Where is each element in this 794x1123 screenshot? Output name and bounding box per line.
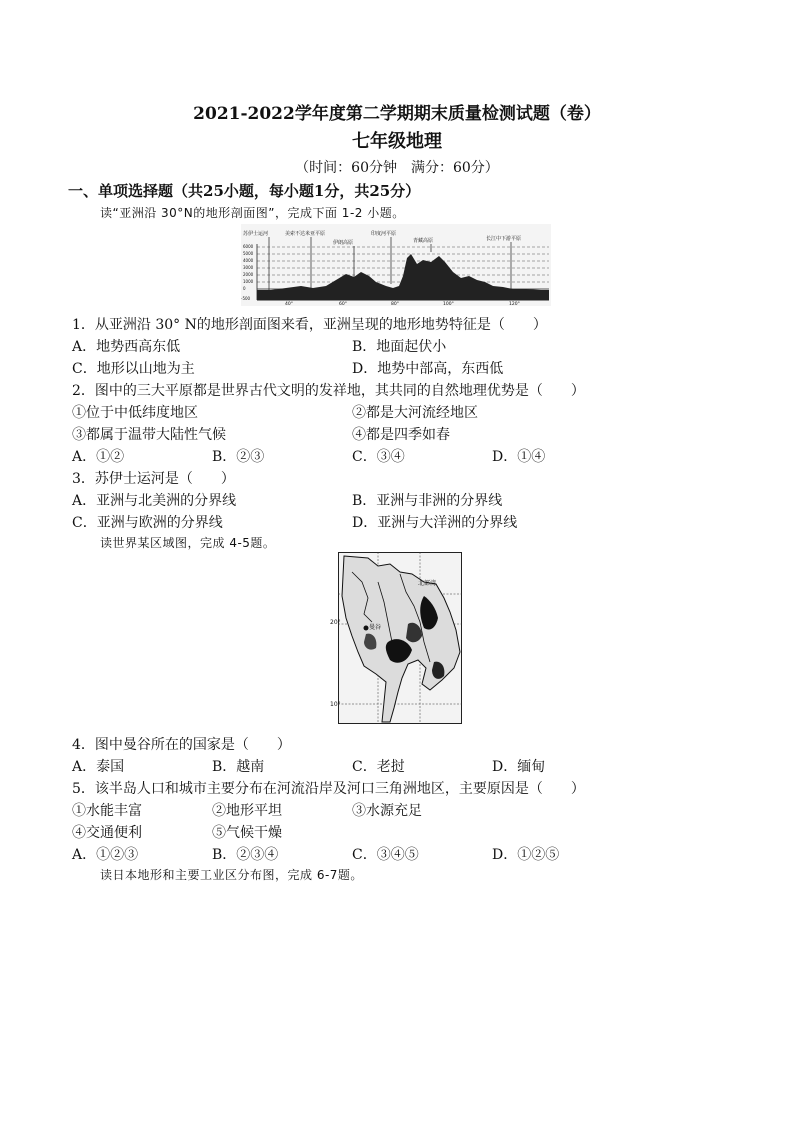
question-5-statement-2: ②地形平坦 <box>212 803 282 819</box>
exam-title: 2021-2022学年度第二学期期末质量检测试题（卷） <box>193 104 601 124</box>
question-2-statement-2: ②都是大河流经地区 <box>352 405 478 421</box>
question-4-option-a: A．泰国 <box>72 759 125 775</box>
question-5-statement-1: ①水能丰富 <box>72 803 142 819</box>
question-5-option-c: C．③④⑤ <box>352 847 419 863</box>
section-title: 一、单项选择题（共25小题，每小题1分，共25分） <box>68 182 421 200</box>
question-2-statement-3: ③都属于温带大陆性气候 <box>72 427 226 443</box>
profile-label: 印度河平原 <box>371 231 397 237</box>
question-3-option-b: B．亚洲与非洲的分界线 <box>352 493 503 509</box>
question-5-option-d: D．①②⑤ <box>492 847 560 863</box>
question-2-option-a: A．①② <box>72 449 125 465</box>
question-1-option-d: D．地势中部高，东西低 <box>352 361 504 377</box>
profile-label: 长江中下游平原 <box>486 236 522 242</box>
question-4-option-b: B．越南 <box>212 759 265 775</box>
instruction-1-2: 读“亚洲沿 30°N的地形剖面图”，完成下面 1-2 小题。 <box>100 206 405 220</box>
question-2-statement-4: ④都是四季如春 <box>352 427 450 443</box>
elevation-label: 5000 <box>243 251 254 256</box>
latitude-label-top: 20° <box>330 619 341 626</box>
question-5-statement-4: ④交通便利 <box>72 825 142 841</box>
question-2-statement-1: ①位于中低纬度地区 <box>72 405 198 421</box>
question-4-option-c: C．老挝 <box>352 759 405 775</box>
exam-info: （时间：60分钟 满分：60分） <box>295 160 499 176</box>
elevation-label: 4000 <box>243 258 254 263</box>
question-1-option-b: B．地面起伏小 <box>352 339 447 355</box>
elevation-label: 6000 <box>243 244 254 249</box>
profile-label: 青藏高原 <box>413 238 434 244</box>
question-4-option-d: D．缅甸 <box>492 759 546 775</box>
question-3-option-d: D．亚洲与大洋洲的分界线 <box>352 515 518 531</box>
question-2-option-d: D．①④ <box>492 449 546 465</box>
instruction-6-7: 读日本地形和主要工业区分布图，完成 6-7题。 <box>100 868 363 882</box>
profile-label: 美索不达米亚平原 <box>285 231 326 237</box>
elevation-label: 3000 <box>243 265 254 270</box>
question-2-option-c: C．③④ <box>352 449 405 465</box>
longitude-label: 120° <box>509 302 520 307</box>
question-2-stem: 2．图中的三大平原都是世界古代文明的发祥地，其共同的自然地理优势是（ ） <box>72 383 585 399</box>
instruction-4-5: 读世界某区域图，完成 4-5题。 <box>100 536 276 550</box>
question-5-option-a: A．①②③ <box>72 847 139 863</box>
longitude-label: 40° <box>285 302 293 307</box>
city-label: 曼谷 <box>369 624 382 631</box>
exam-subject: 七年级地理 <box>352 131 442 152</box>
profile-label: 苏伊士运河 <box>243 231 269 237</box>
question-3-option-c: C．亚洲与欧洲的分界线 <box>72 515 223 531</box>
elevation-label: 0 <box>243 286 246 291</box>
profile-label: 伊朗高原 <box>333 240 354 246</box>
question-3-stem: 3．苏伊士运河是（ ） <box>72 471 235 487</box>
question-1-option-a: A．地势西高东低 <box>72 339 181 355</box>
elevation-label: 2000 <box>243 272 254 277</box>
question-4-stem: 4．图中曼谷所在的国家是（ ） <box>72 737 291 753</box>
question-1-stem: 1．从亚洲沿 30° N的地形剖面图来看，亚洲呈现的地形地势特征是（ ） <box>72 317 547 333</box>
question-1-option-c: C．地形以山地为主 <box>72 361 195 377</box>
question-5-statement-5: ⑤气候干燥 <box>212 825 282 841</box>
longitude-label: 60° <box>339 302 347 307</box>
question-2-option-b: B．②③ <box>212 449 265 465</box>
region-map-figure <box>330 552 462 724</box>
elevation-label: -500 <box>241 296 251 301</box>
longitude-label: 80° <box>391 302 399 307</box>
longitude-label: 100° <box>443 302 454 307</box>
question-5-stem: 5．该半岛人口和城市主要分布在河流沿岸及河口三角洲地区，主要原因是（ ） <box>72 781 585 797</box>
terrain-profile-figure <box>241 224 551 306</box>
question-5-statement-3: ③水源充足 <box>352 803 422 819</box>
latitude-label-bottom: 10° <box>330 701 341 708</box>
question-5-option-b: B．②③④ <box>212 847 279 863</box>
elevation-label: 1000 <box>243 279 254 284</box>
question-3-option-a: A．亚洲与北美洲的分界线 <box>72 493 237 509</box>
gulf-label: 北部湾 <box>418 580 437 587</box>
